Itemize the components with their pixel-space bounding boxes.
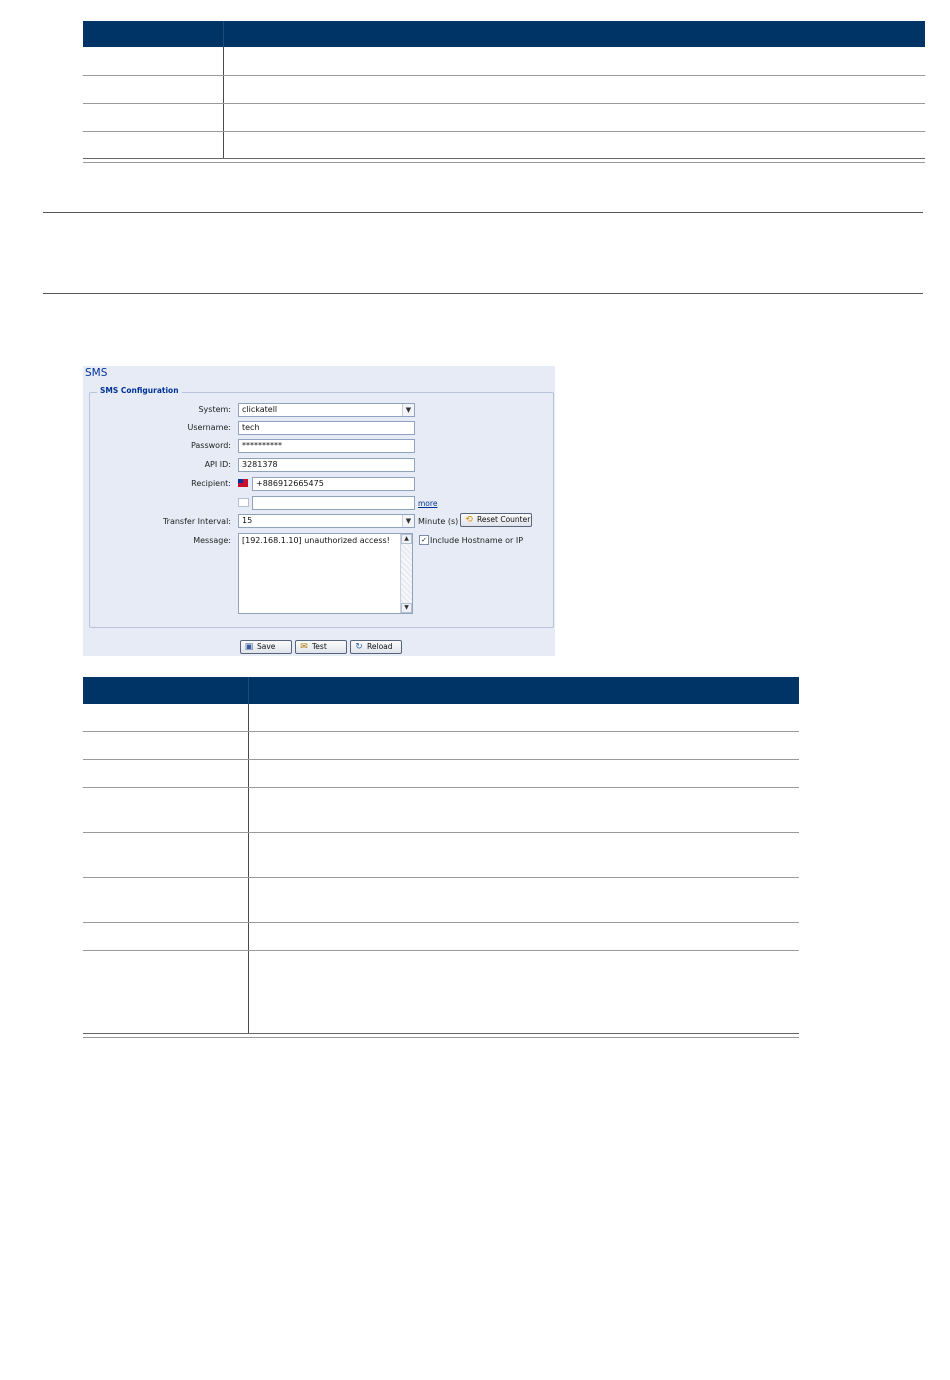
panel-title: SMS (85, 367, 108, 379)
table-row (83, 832, 799, 833)
bottom-table-header-divider (248, 677, 249, 704)
transfer-interval-select[interactable] (238, 514, 415, 528)
table-row (83, 922, 799, 923)
include-hostname-checkbox[interactable]: ✓ (419, 535, 429, 545)
api-id-label: API ID: (204, 460, 231, 469)
top-table-header-divider (223, 21, 224, 47)
reload-label: Reload (367, 642, 393, 651)
message-label: Message: (193, 536, 231, 545)
username-field[interactable]: tech (238, 421, 415, 435)
section-rule-top (43, 212, 923, 213)
recipient2-field[interactable] (252, 496, 415, 510)
bottom-table-divider (248, 704, 249, 1034)
save-label: Save (257, 642, 276, 651)
save-button[interactable] (240, 640, 292, 654)
username-label: Username: (187, 423, 231, 432)
scroll-down-icon[interactable]: ▼ (401, 603, 412, 613)
message-textarea[interactable] (238, 533, 413, 614)
flag-icon[interactable] (238, 479, 248, 487)
minutes-label: Minute (s) (418, 517, 459, 526)
sms-panel (83, 366, 555, 656)
message-value: [192.168.1.10] unauthorized access! (242, 536, 390, 545)
transfer-interval-value: 15 (242, 516, 253, 525)
bottom-table-bottom-border (83, 1033, 799, 1038)
more-link[interactable]: more (418, 499, 438, 508)
test-icon: ✉ (300, 642, 308, 652)
recipient-field[interactable]: +886912665475 (252, 477, 415, 491)
system-select[interactable] (238, 403, 415, 417)
save-icon: ▣ (244, 642, 254, 652)
password-field[interactable]: ********** (238, 439, 415, 453)
table-row (83, 759, 799, 760)
system-value: clickatell (242, 405, 278, 414)
transfer-interval-label: Transfer Interval: (162, 517, 231, 526)
top-table-header (83, 21, 925, 47)
reset-icon: ⟲ (465, 515, 473, 525)
test-label: Test (312, 642, 327, 651)
table-row (83, 131, 925, 132)
table-row (83, 731, 799, 732)
reset-counter-label: Reset Counter (477, 515, 531, 524)
include-hostname-label: Include Hostname or IP (430, 536, 524, 545)
password-label: Password: (190, 441, 231, 450)
reset-counter-button[interactable] (460, 513, 532, 527)
chevron-down-icon[interactable]: ▼ (402, 404, 414, 416)
bottom-table-header (83, 677, 799, 704)
api-id-field[interactable]: 3281378 (238, 458, 415, 472)
table-row (83, 950, 799, 951)
table-row (83, 75, 925, 76)
table-row (83, 877, 799, 878)
table-row (83, 103, 925, 104)
top-table-bottom-border (83, 158, 925, 163)
reload-button[interactable] (350, 640, 402, 654)
chevron-down-icon[interactable]: ▼ (402, 515, 414, 527)
scroll-up-icon[interactable]: ▲ (401, 534, 412, 544)
test-button[interactable] (295, 640, 347, 654)
system-label: System: (198, 405, 231, 414)
table-row (83, 787, 799, 788)
message-scrollbar[interactable] (400, 534, 412, 613)
fieldset-legend: SMS Configuration (97, 386, 182, 395)
reload-icon: ↻ (355, 642, 363, 652)
recipient2-flag-placeholder[interactable] (238, 498, 249, 507)
section-rule-bottom (43, 293, 923, 294)
recipient-label: Recipient: (191, 479, 231, 488)
